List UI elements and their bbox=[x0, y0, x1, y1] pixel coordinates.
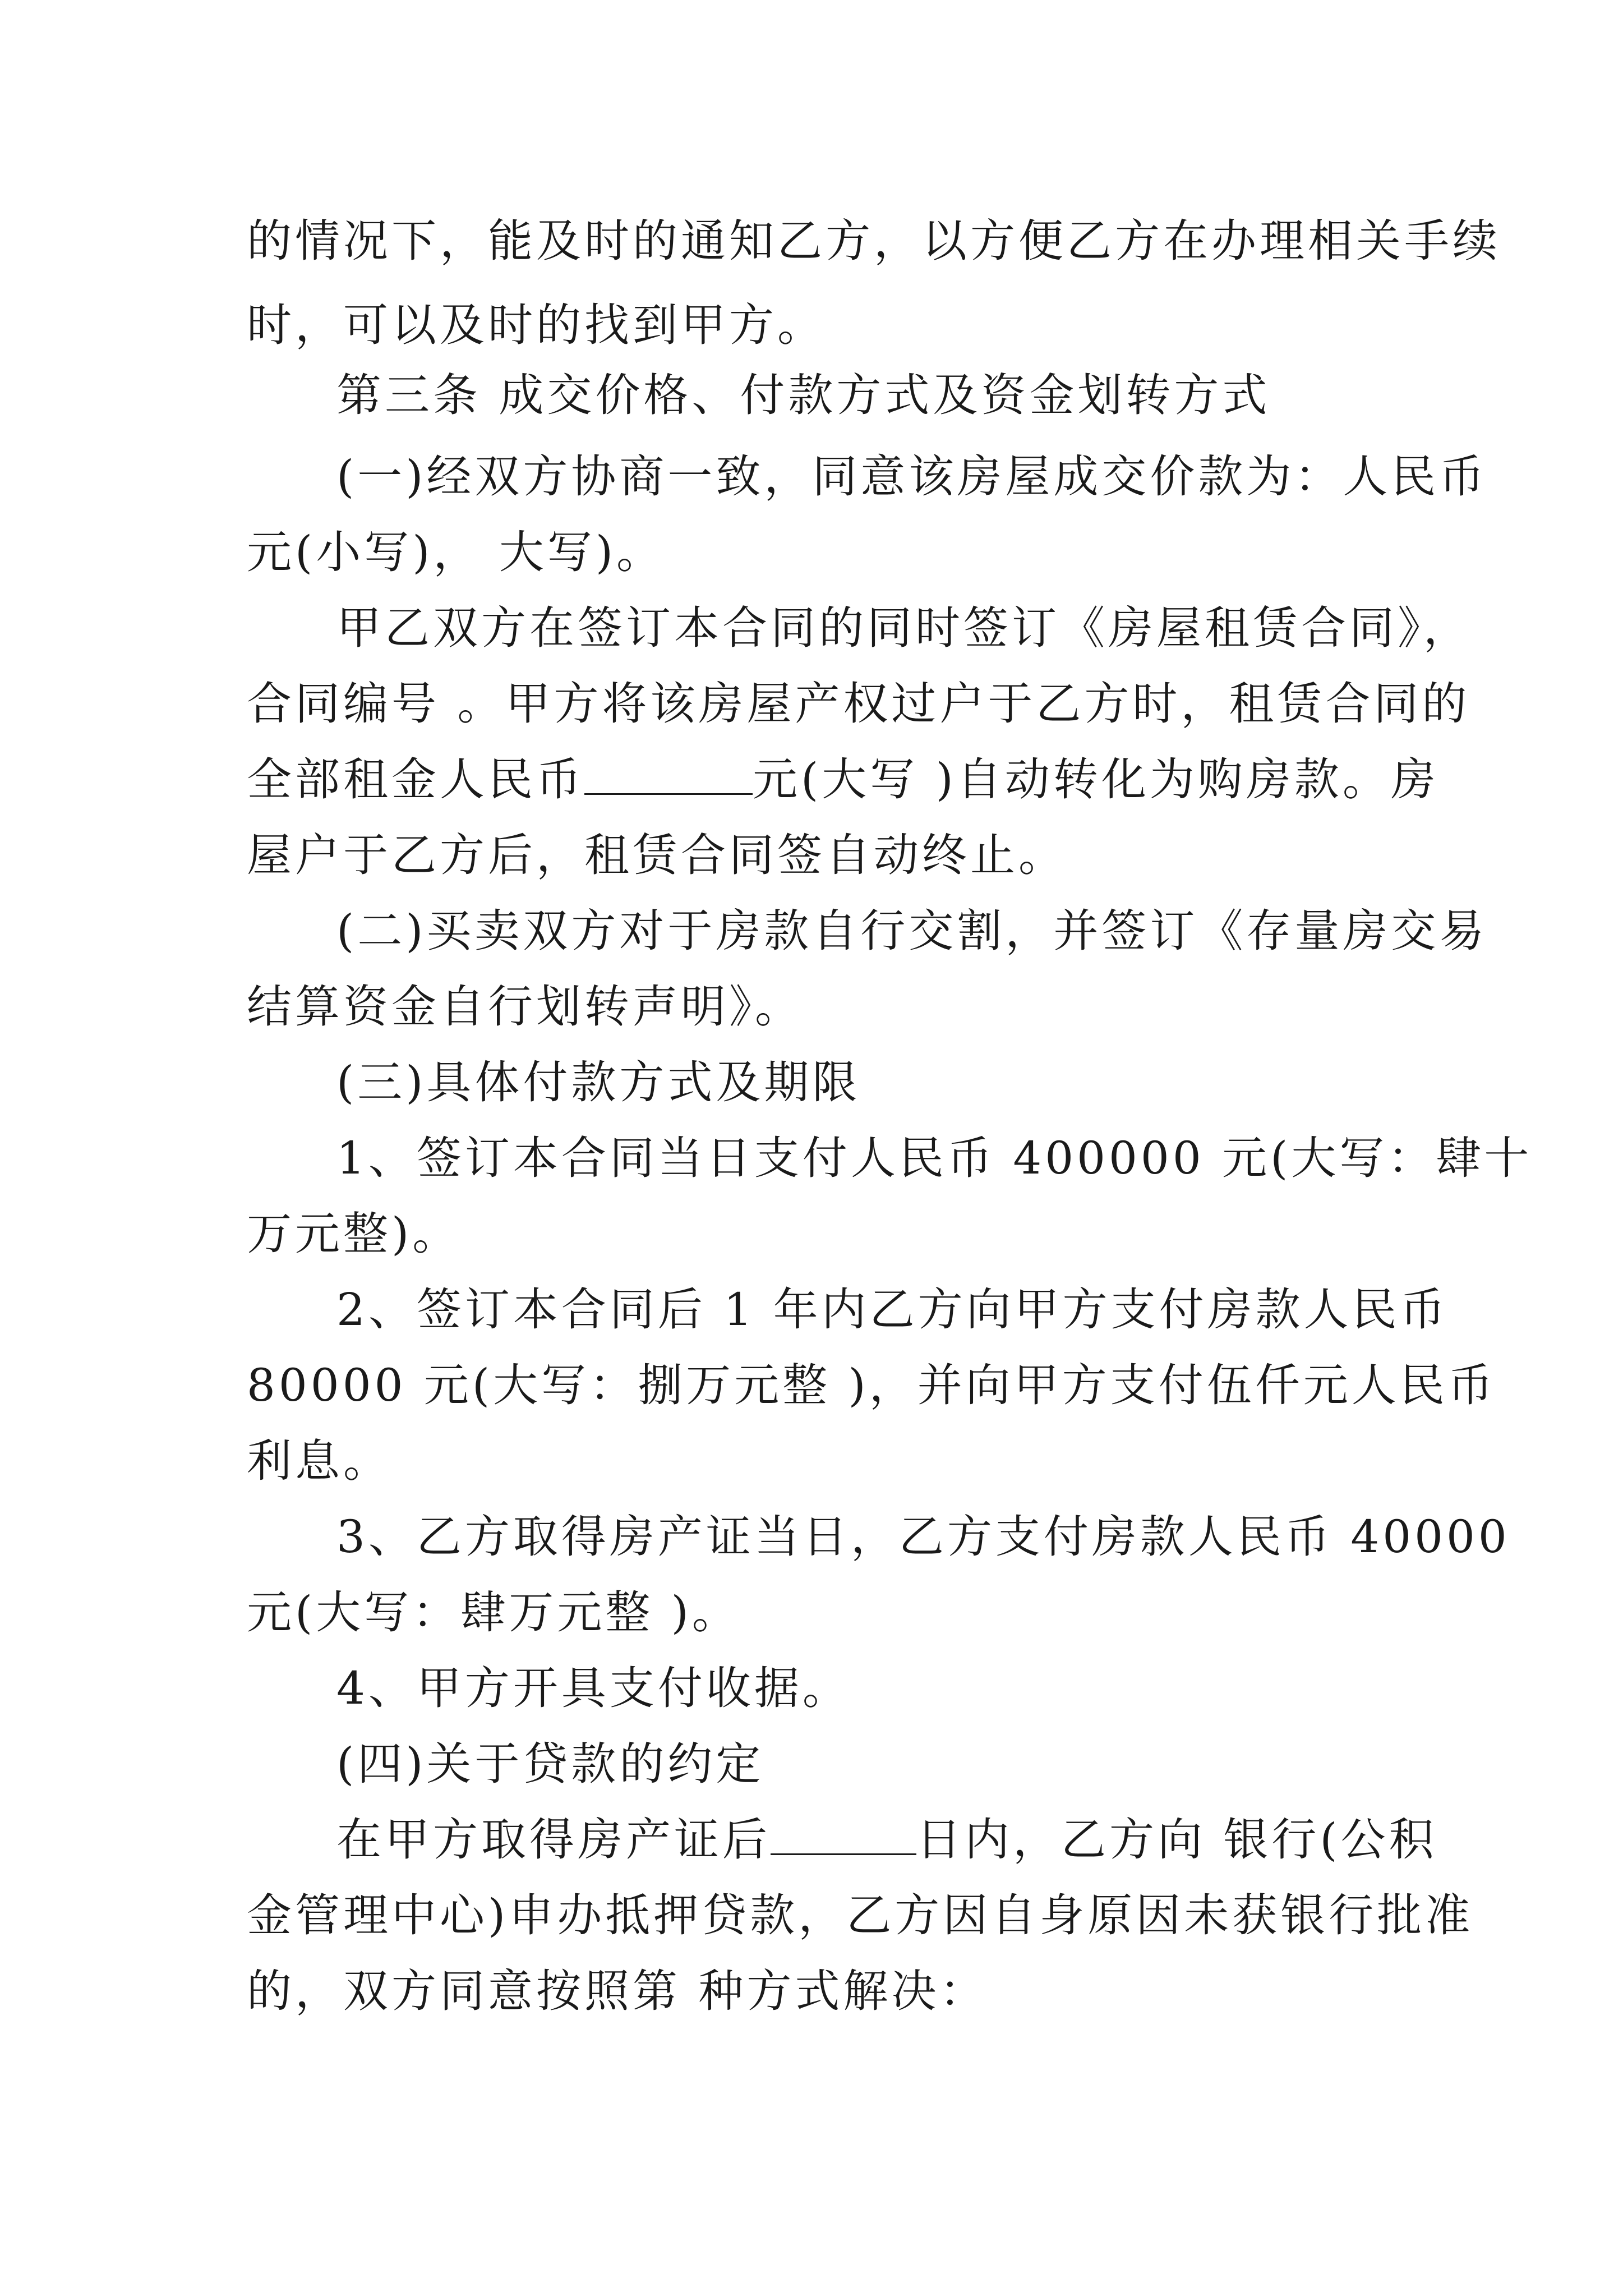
text-line: 1、签订本合同当日支付人民币 400000 元(大写：肆十 bbox=[336, 1132, 1533, 1184]
text-line: (一)经双方协商一致，同意该房屋成交价款为：人民币 bbox=[336, 450, 1488, 503]
text-line: 金管理中心)申办抵押贷款，乙方因自身原因未获银行批准 bbox=[247, 1889, 1474, 1941]
text-line: (二)买卖双方对于房款自行交割，并签订《存量房交易 bbox=[336, 905, 1488, 957]
text-line: 万元整)。 bbox=[247, 1208, 461, 1260]
text-line: 3、乙方取得房产证当日，乙方支付房款人民币 40000 bbox=[336, 1511, 1510, 1563]
text-line bbox=[336, 1812, 1437, 1868]
text-line: (四)关于贷款的约定 bbox=[336, 1738, 764, 1790]
text-line: 元(小写)， 大写)。 bbox=[247, 526, 665, 578]
text-line: (三)具体付款方式及期限 bbox=[336, 1056, 861, 1108]
text-line: 屋户于乙方后，租赁合同签自动终止。 bbox=[247, 829, 1067, 881]
text-line: 的情况下，能及时的通知乙方，以方便乙方在办理相关手续 bbox=[247, 215, 1501, 267]
text-line: 时，可以及时的找到甲方。 bbox=[247, 299, 826, 351]
text-line: 甲乙双方在签订本合同的同时签订《房屋租赁合同》， bbox=[336, 602, 1472, 654]
fill-in-blank bbox=[584, 754, 753, 795]
fill-in-blank bbox=[771, 1814, 916, 1855]
text-line: 4、甲方开具支付收据。 bbox=[336, 1662, 851, 1714]
text-line: 2、签订本合同后 1 年内乙方向甲方支付房款人民币 bbox=[336, 1283, 1449, 1336]
text-line: 元(大写：肆万元整 )。 bbox=[247, 1586, 740, 1639]
text-line: 80000 元(大写：捌万元整 )，并向甲方支付伍仟元人民币 bbox=[247, 1359, 1496, 1411]
text-line: 合同编号 。甲方将该房屋产权过户于乙方时，租赁合同的 bbox=[247, 678, 1470, 730]
text-line: 的，双方同意按照第 种方式解决： bbox=[247, 1965, 988, 2017]
text-segment: 在甲方取得房产证后 bbox=[336, 1814, 771, 1866]
text-segment: 全部租金人民币 bbox=[247, 753, 584, 806]
text-segment: 日内，乙方向 银行(公积 bbox=[916, 1814, 1437, 1866]
text-segment: 元(大写 )自动转化为购房款。房 bbox=[753, 753, 1439, 806]
section-heading: 第三条 成交价格、付款方式及资金划转方式 bbox=[336, 369, 1271, 421]
text-line bbox=[247, 752, 1439, 808]
text-line: 结算资金自行划转声明》。 bbox=[247, 981, 803, 1033]
text-line: 利息。 bbox=[247, 1435, 391, 1487]
